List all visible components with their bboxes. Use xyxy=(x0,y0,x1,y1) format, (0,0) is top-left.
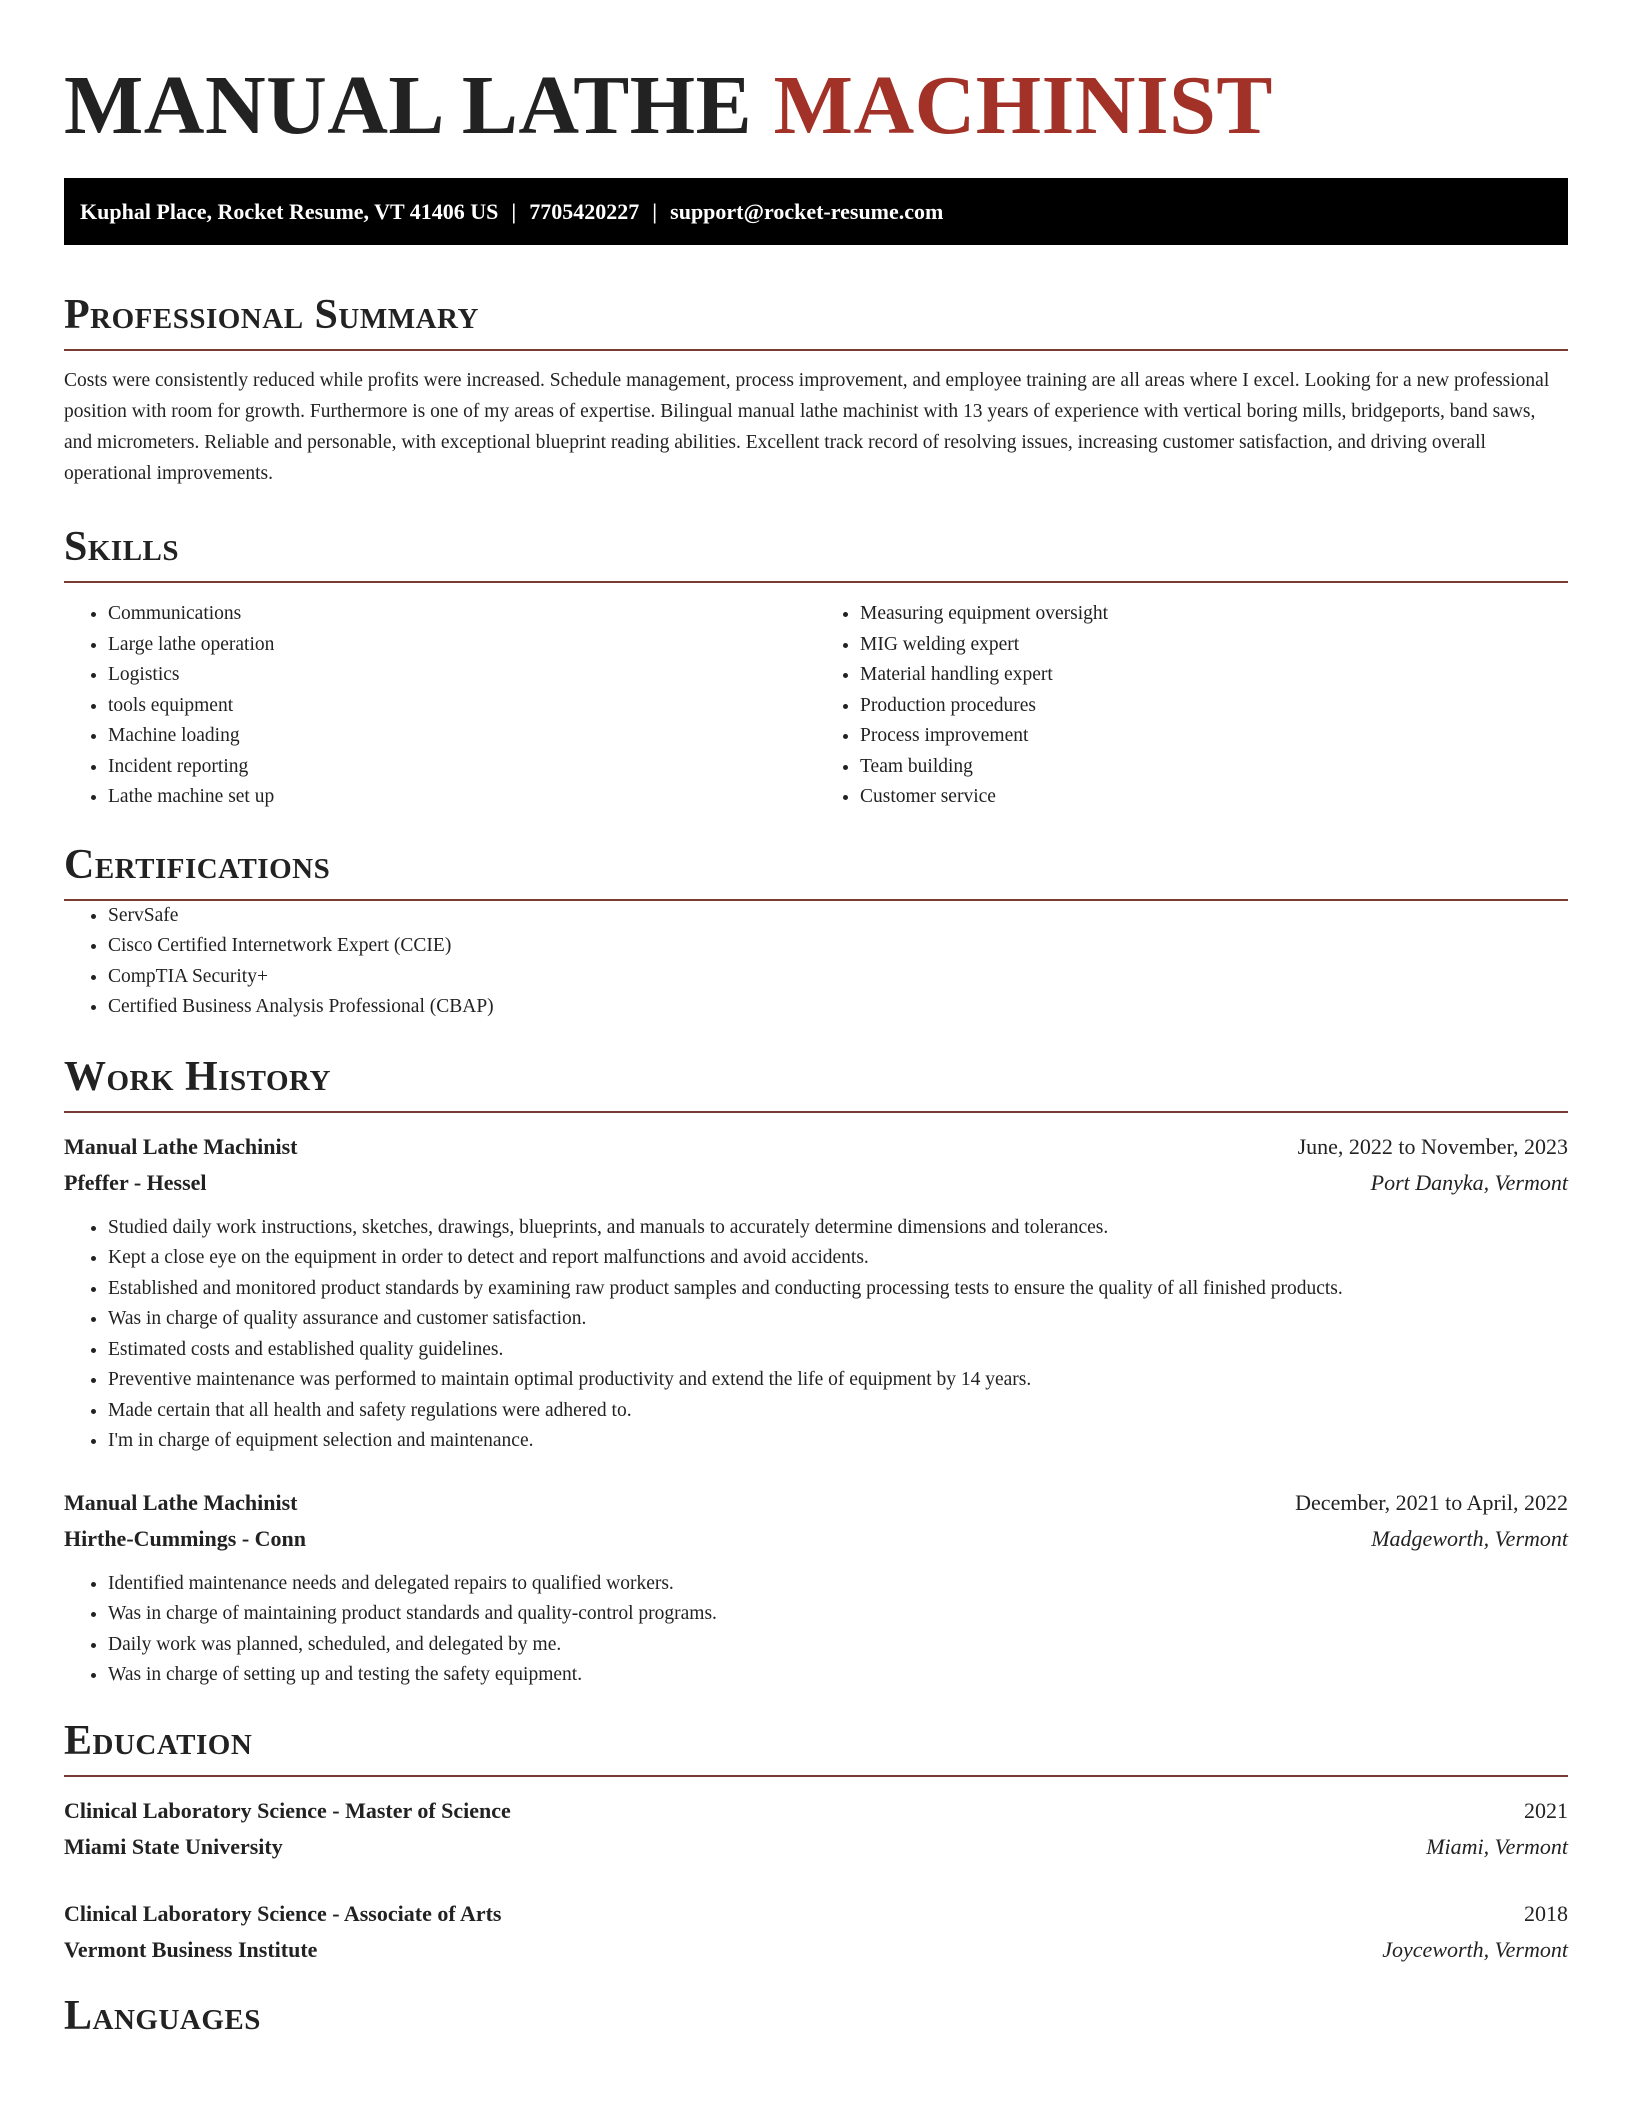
certification-item: • Certified Business Analysis Professional (CBAP) xyxy=(108,992,1568,1023)
section-divider xyxy=(64,349,1568,351)
job-entry xyxy=(64,1485,1568,1691)
job-company-row xyxy=(64,1521,1568,1557)
work-history-section xyxy=(64,1051,1568,1691)
section-title-work-history: Work History xyxy=(64,1053,331,1100)
section-title-skills: Skills xyxy=(64,524,180,570)
certification-item: • Cisco Certified Internetwork Expert (CCIE) xyxy=(108,931,1568,962)
skill-item: • Production procedures xyxy=(860,691,1568,722)
job-duty: • Identified maintenance needs and delegated repairs to qualified workers. xyxy=(108,1569,1568,1600)
job-company-row xyxy=(64,1165,1568,1201)
job-company: Hirthe-Cummings - Conn xyxy=(64,1525,307,1551)
skills-list-left xyxy=(64,599,816,813)
skills-list-right xyxy=(816,599,1568,813)
job-entry xyxy=(64,1129,1568,1457)
education-section xyxy=(64,1715,1568,1968)
education-location: Joyceworth, Vermont xyxy=(1382,1936,1568,1962)
contact-separator: | xyxy=(511,198,517,224)
skill-item: • Communications xyxy=(108,599,816,630)
skill-item: • tools equipment xyxy=(108,691,816,722)
education-degree-row xyxy=(64,1793,1568,1829)
certification-item: • ServSafe xyxy=(108,901,1568,932)
job-location: Madgeworth, Vermont xyxy=(1371,1525,1568,1551)
contact-separator: | xyxy=(652,198,658,224)
education-degree-row xyxy=(64,1896,1568,1932)
education-school-row xyxy=(64,1829,1568,1865)
section-divider xyxy=(64,1775,1568,1777)
job-location: Port Danyka, Vermont xyxy=(1370,1169,1568,1195)
job-title: Manual Lathe Machinist xyxy=(64,1489,298,1515)
contact-phone: 7705420227 xyxy=(529,198,640,224)
name-last-part: MACHINIST xyxy=(773,59,1273,152)
section-divider xyxy=(64,1111,1568,1113)
skill-item: • Team building xyxy=(860,752,1568,783)
job-duty: • Was in charge of quality assurance and customer satisfaction. xyxy=(108,1304,1568,1335)
job-duty: • Was in charge of setting up and testing the safety equipment. xyxy=(108,1660,1568,1691)
skill-item: • Customer service xyxy=(860,782,1568,813)
certifications-list xyxy=(64,901,1568,1023)
candidate-name xyxy=(64,0,1568,154)
skill-item: • Machine loading xyxy=(108,721,816,752)
job-duty: • Was in charge of maintaining product standards and quality-control programs. xyxy=(108,1599,1568,1630)
skill-item: • Lathe machine set up xyxy=(108,782,816,813)
job-company: Pfeffer - Hessel xyxy=(64,1169,207,1195)
skills-section xyxy=(64,521,1568,813)
skill-item: • Logistics xyxy=(108,660,816,691)
education-degree: Clinical Laboratory Science - Associate of Arts xyxy=(64,1900,502,1926)
job-duty: • Studied daily work instructions, sketches, drawings, blueprints, and manuals to accurately determine dimensions and tolerances. xyxy=(108,1213,1568,1244)
education-location: Miami, Vermont xyxy=(1426,1833,1568,1859)
contact-email[interactable]: support@rocket-resume.com xyxy=(670,198,944,224)
certifications-section xyxy=(64,839,1568,1023)
job-header-row xyxy=(64,1485,1568,1521)
job-title: Manual Lathe Machinist xyxy=(64,1133,298,1159)
job-duty: • Estimated costs and established quality guidelines. xyxy=(108,1335,1568,1366)
certification-item: • CompTIA Security+ xyxy=(108,962,1568,993)
education-degree: Clinical Laboratory Science - Master of Science xyxy=(64,1797,511,1823)
contact-bar xyxy=(64,178,1568,245)
education-school: Vermont Business Institute xyxy=(64,1936,318,1962)
job-duty: • Kept a close eye on the equipment in order to detect and report malfunctions and avoid accidents. xyxy=(108,1243,1568,1274)
contact-address: Kuphal Place, Rocket Resume, VT 41406 US xyxy=(80,198,499,224)
job-duties-list xyxy=(64,1569,1568,1691)
education-year: 2018 xyxy=(1524,1900,1568,1926)
section-title-certifications: Certifications xyxy=(64,841,331,888)
section-divider xyxy=(64,581,1568,583)
job-duty: • Made certain that all health and safety regulations were adhered to. xyxy=(108,1396,1568,1427)
education-school-row xyxy=(64,1932,1568,1968)
skill-item: • Measuring equipment oversight xyxy=(860,599,1568,630)
job-duty: • Daily work was planned, scheduled, and delegated by me. xyxy=(108,1630,1568,1661)
skill-item: • MIG welding expert xyxy=(860,630,1568,661)
job-dates: December, 2021 to April, 2022 xyxy=(1295,1489,1568,1515)
job-duty: • I'm in charge of equipment selection and maintenance. xyxy=(108,1426,1568,1457)
summary-text: Costs were consistently reduced while profits were increased. Schedule management, process improvement, and employee training are all areas where I excel. Looking for a new professional position with room for growth. Furthermore is one of my areas of expertise. Bilingual manual lathe machinist with 13 years of experience with vertical boring mills, bridgeports, band saws, and micrometers. Reliable and personable, with exceptional blueprint reading abilities. Excellent track record of resolving issues, increasing customer satisfaction, and driving overall operational improvements. xyxy=(64,370,1550,484)
skills-columns xyxy=(64,599,1568,813)
job-duties-list xyxy=(64,1213,1568,1457)
education-entry xyxy=(64,1896,1568,1968)
summary-section xyxy=(64,289,1568,489)
skill-item: • Incident reporting xyxy=(108,752,816,783)
education-entry xyxy=(64,1793,1568,1865)
skill-item: • Large lathe operation xyxy=(108,630,816,661)
job-duty: • Preventive maintenance was performed to maintain optimal productivity and extend the life of equipment by 14 years. xyxy=(108,1365,1568,1396)
job-header-row xyxy=(64,1129,1568,1165)
skill-item: • Material handling expert xyxy=(860,660,1568,691)
section-title-education: Education xyxy=(64,1717,253,1764)
education-school: Miami State University xyxy=(64,1833,283,1859)
languages-section xyxy=(64,1990,1568,2042)
section-title-languages: Languages xyxy=(64,1992,261,2039)
section-title-summary: Professional Summary xyxy=(64,292,479,338)
name-first-part: MANUAL LATHE xyxy=(64,59,774,152)
education-year: 2021 xyxy=(1524,1797,1568,1823)
job-dates: June, 2022 to November, 2023 xyxy=(1297,1133,1568,1159)
job-duty: • Established and monitored product standards by examining raw product samples and conducting processing tests to ensure the quality of all finished products. xyxy=(108,1274,1568,1305)
skill-item: • Process improvement xyxy=(860,721,1568,752)
